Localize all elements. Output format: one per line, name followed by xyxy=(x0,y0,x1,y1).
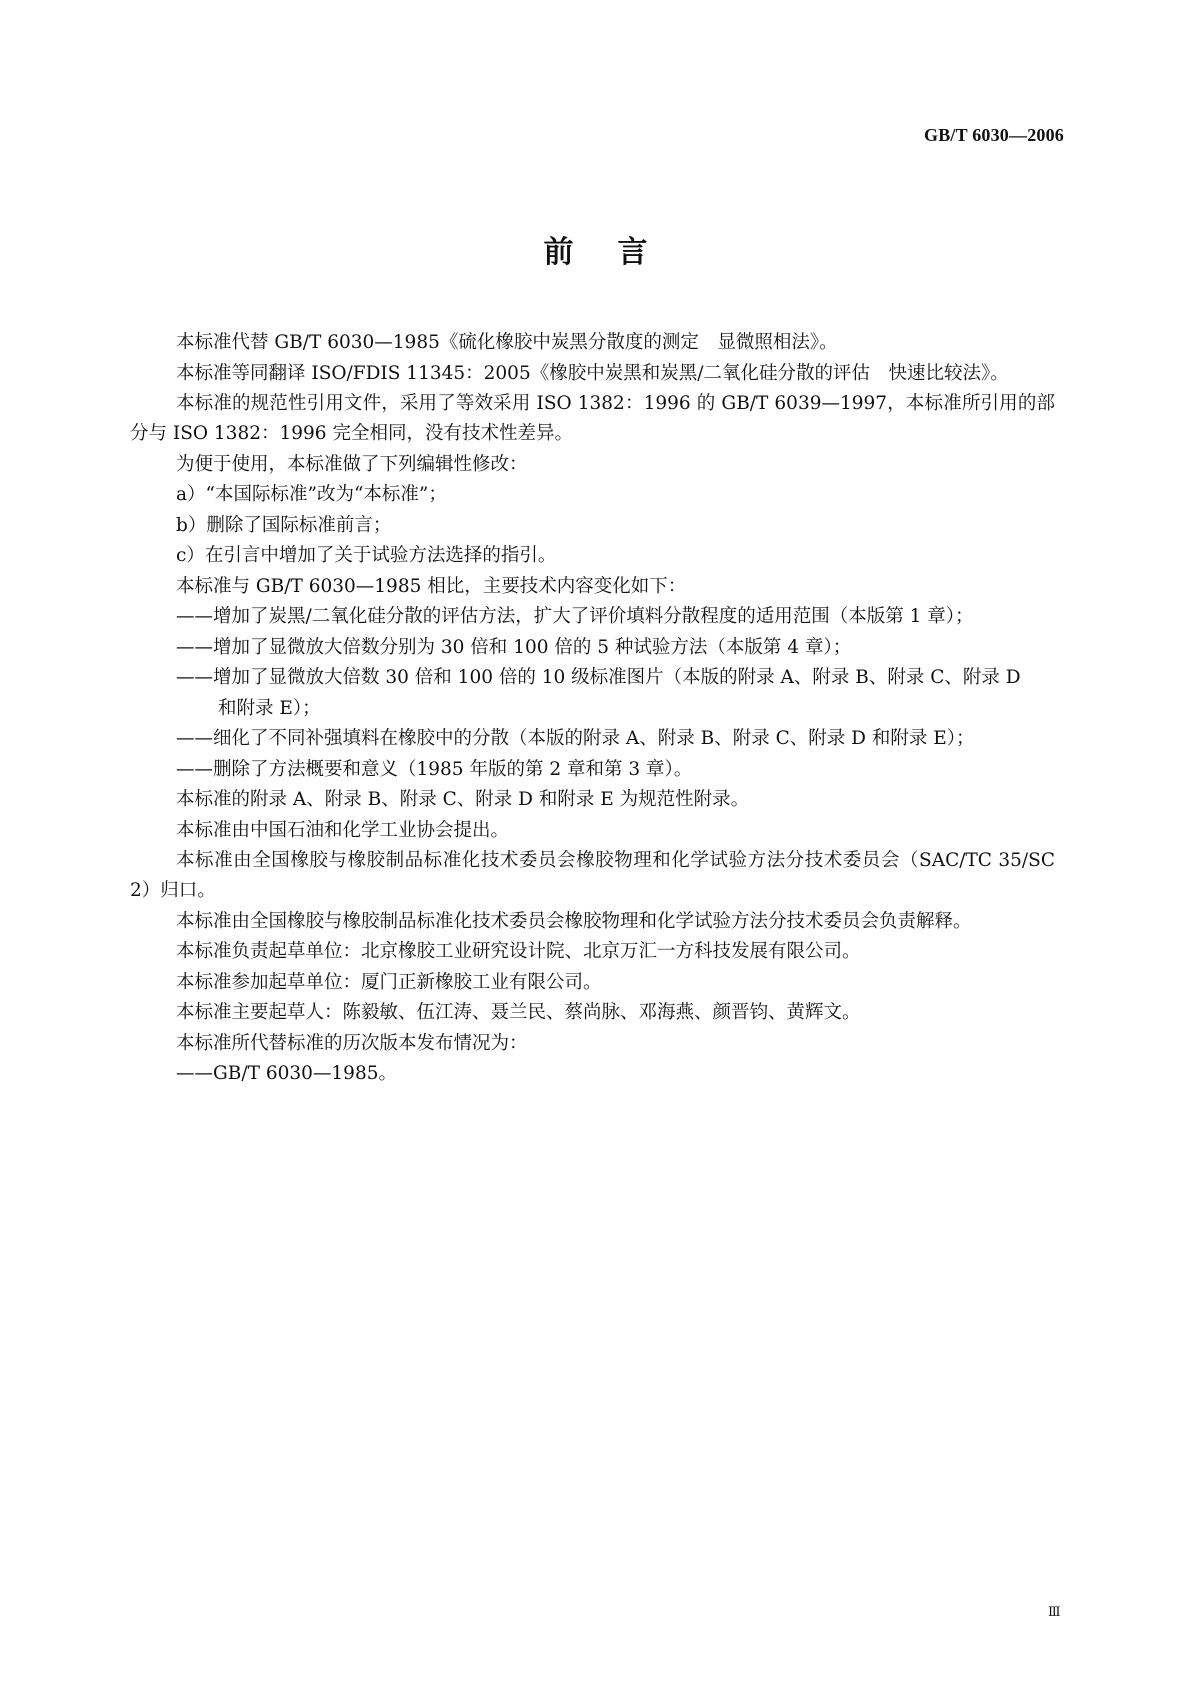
paragraph-drafters: 本标准主要起草人：陈毅敏、伍江涛、聂兰民、蔡尚脉、邓海燕、颜晋钧、黄辉文。 xyxy=(176,1002,861,1023)
list-item: ——增加了显微放大倍数 30 倍和 100 倍的 10 级标准图片（本版的附录 A、附录 B、附录 C、附录 D xyxy=(176,667,1021,688)
page-number: Ⅲ xyxy=(1047,1605,1060,1620)
list-item: b）删除了国际标准前言； xyxy=(176,514,392,536)
foreword-body xyxy=(130,328,1055,1090)
list-item: ——细化了不同补强填料在橡胶中的分散（本版的附录 A、附录 B、附录 C、附录 D 和附录 E）； xyxy=(176,728,975,749)
paragraph-history-intro: 本标准所代替标准的历次版本发布情况为： xyxy=(176,1032,528,1054)
page-title: 前言 xyxy=(543,235,692,270)
paragraph-proposed-by: 本标准由中国石油和化学工业协会提出。 xyxy=(176,819,510,841)
list-item: ——删除了方法概要和意义（1985 年版的第 2 章和第 3 章）。 xyxy=(176,758,693,780)
list-item: a）“本国际标准”改为“本标准”； xyxy=(176,484,447,505)
paragraph-replaces: 本标准代替 GB/T 6030—1985《硫化橡胶中炭黑分散度的测定 显微照相法》。 xyxy=(176,332,838,353)
list-item: c）在引言中增加了关于试验方法选择的指引。 xyxy=(176,545,557,566)
paragraph-annexes: 本标准的附录 A、附录 B、附录 C、附录 D 和附录 E 为规范性附录。 xyxy=(176,789,750,810)
standard-code: GB/T 6030—2006 xyxy=(924,125,1064,145)
list-item-continuation: 和附录 E）； xyxy=(218,697,321,719)
paragraph-editorial-intro: 为便于使用，本标准做了下列编辑性修改： xyxy=(176,453,528,475)
paragraph-changes-intro: 本标准与 GB/T 6030—1985 相比，主要技术内容变化如下： xyxy=(176,575,687,597)
paragraph-drafting-unit: 本标准负责起草单位：北京橡胶工业研究设计院、北京万汇一方科技发展有限公司。 xyxy=(176,941,861,962)
list-item: ——增加了炭黑/二氧化硅分散的评估方法，扩大了评价填料分散程度的适用范围（本版第 1 章）； xyxy=(176,606,974,627)
paragraph-participating-unit: 本标准参加起草单位：厦门正新橡胶工业有限公司。 xyxy=(176,971,602,993)
paragraph-interpreted-by: 本标准由全国橡胶与橡胶制品标准化技术委员会橡胶物理和化学试验方法分技术委员会负责解释。 xyxy=(176,910,972,932)
list-item: ——增加了显微放大倍数分别为 30 倍和 100 倍的 5 种试验方法（本版第 4 章）； xyxy=(176,636,852,658)
paragraph-normative-references: 本标准的规范性引用文件，采用了等效采用 ISO 1382：1996 的 GB/T 6039—1997，本标准所引用的部分与 ISO 1382：1996 完全相同，没有技术性差异。 xyxy=(130,393,1055,444)
list-item: ——GB/T 6030—1985。 xyxy=(176,1063,397,1084)
paragraph-translation: 本标准等同翻译 ISO/FDIS 11345：2005《橡胶中炭黑和炭黑/二氧化硅分散的评估 快速比较法》。 xyxy=(176,362,1009,384)
paragraph-centralized-by: 本标准由全国橡胶与橡胶制品标准化技术委员会橡胶物理和化学试验方法分技术委员会（SAC/TC 35/SC 2）归口。 xyxy=(130,850,1055,901)
